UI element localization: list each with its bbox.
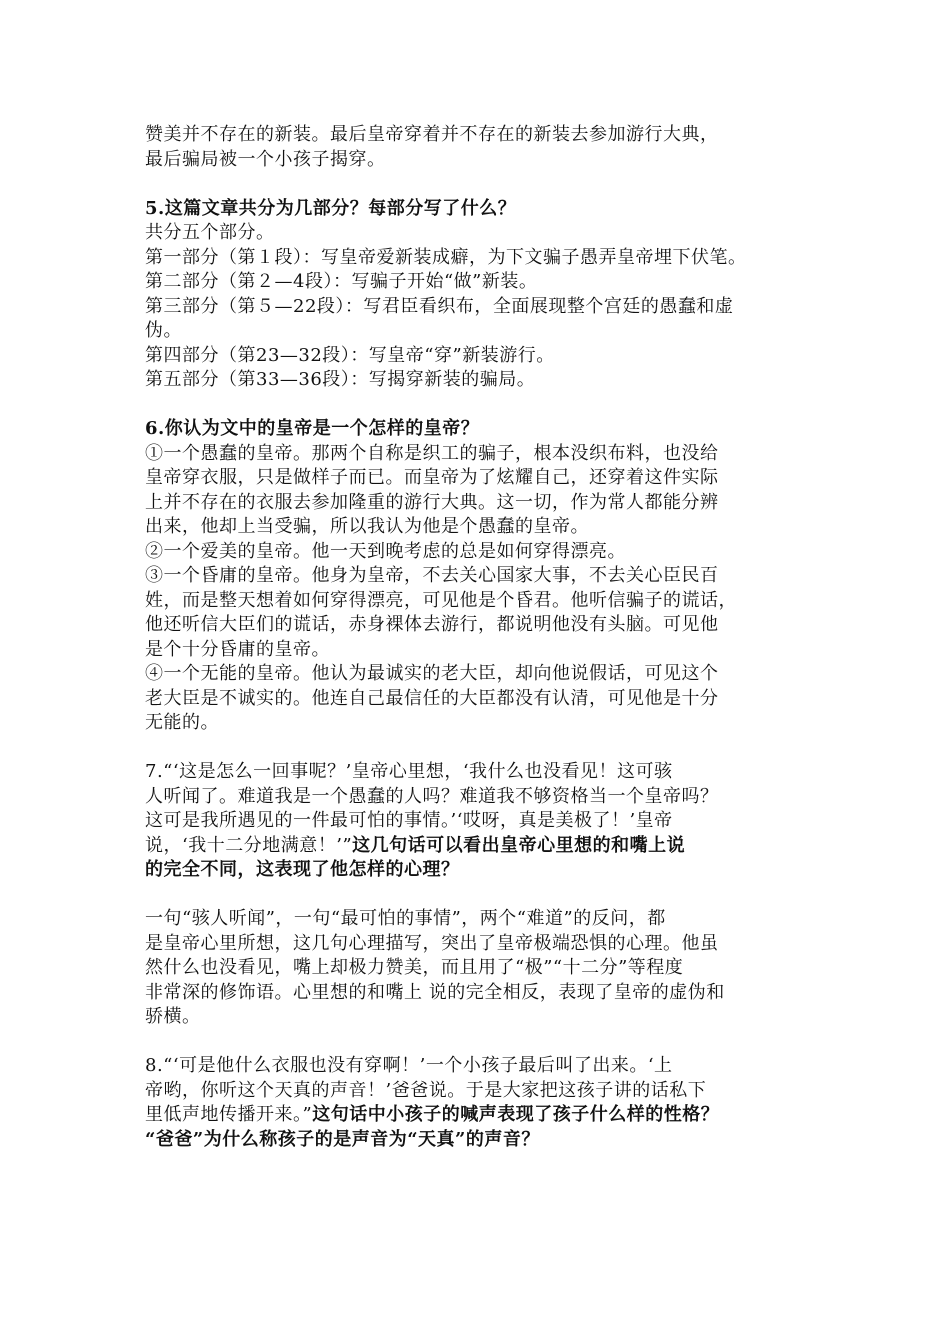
- answer-line: 上并不存在的衣服去参加隆重的游行大典。这一切，作为常人都能分辨: [145, 491, 719, 513]
- question-text: “爸爸”为什么称孩子的是声音为“天真”的声音？: [145, 1128, 540, 1150]
- quote-text: 8.“‘可是他什么衣服也没有穿啊！’一个小孩子最后叫了出来。‘上: [145, 1055, 673, 1076]
- answer-line: 骄横。: [145, 1006, 201, 1027]
- question-7-line: [145, 809, 835, 834]
- answer-line: 皇帝穿衣服，只是做样子而已。而皇帝为了炫耀自己，还穿着这件实际: [145, 467, 719, 488]
- quote-text: 7.“‘这是怎么一回事呢？’皇帝心里想，‘我什么也没看见！这可骇: [145, 761, 673, 782]
- question-8-block: [145, 1054, 835, 1152]
- question-6-title: 6.你认为文中的皇帝是一个怎样的皇帝？: [145, 418, 480, 439]
- question-8-line: [145, 1128, 835, 1153]
- answer-line: 老大臣是不诚实的。他连自己最信任的大臣都没有认清，可见他是十分: [145, 687, 719, 709]
- answer-line: 姓，而是整天想着如何穿得漂亮，可见他是个昏君。他听信骗子的谎话，: [145, 589, 737, 611]
- question-5-block: [145, 197, 835, 393]
- intro-paragraph: [145, 123, 835, 172]
- answer-line: 非常深的修饰语。心里想的和嘴上 说的完全相反，表现了皇帝的虚伪和: [145, 981, 725, 1003]
- question-7-line: [145, 858, 835, 883]
- answer-line: ③一个昏庸的皇帝。他身为皇帝，不去关心国家大事，不去关心臣民百: [145, 565, 719, 586]
- question-text: 的完全不同，这表现了他怎样的心理？: [145, 859, 460, 880]
- intro-line: 赞美并不存在的新装。最后皇帝穿着并不存在的新装去参加游行大典，: [145, 124, 719, 145]
- answer-line: ②一个爱美的皇帝。他一天到晚考虑的总是如何穿得漂亮。: [145, 540, 626, 562]
- question-text: 这句话中小孩子的喊声表现了孩子什么样的性格？: [312, 1104, 720, 1125]
- answer-line: 他还听信大臣们的谎话，赤身裸体去游行，都说明他没有头脑。可见他: [145, 614, 719, 635]
- answer-line: 第三部分（第５—22段）：写君臣看织布，全面展现整个宫廷的愚蠢和虚: [145, 295, 734, 317]
- answer-line: 伪。: [145, 320, 182, 341]
- question-8-line: [145, 1054, 835, 1079]
- question-6-block: [145, 417, 835, 736]
- question-7-line: [145, 785, 835, 810]
- question-text: 这几句话可以看出皇帝心里想的和嘴上说: [352, 834, 686, 856]
- quote-text: 说，‘我十二分地满意！’”: [145, 834, 353, 856]
- quote-text: 帝哟，你听这个天真的声音！’爸爸说。于是大家把这孩子讲的话私下: [145, 1079, 707, 1101]
- answer-line: 共分五个部分。: [145, 222, 275, 243]
- question-7-line: [145, 760, 835, 785]
- quote-text: 人听闻了。难道我是一个愚蠢的人吗？难道我不够资格当一个皇帝吗？: [145, 785, 719, 807]
- answer-line: 第四部分（第23—32段）：写皇帝“穿”新装游行。: [145, 344, 555, 366]
- question-7-line: [145, 834, 835, 859]
- answer-line: 无能的。: [145, 712, 219, 733]
- quote-text: 里低声地传播开来。”: [145, 1104, 313, 1125]
- answer-line: 是个十分昏庸的皇帝。: [145, 638, 330, 660]
- answer-line: 然什么也没看见，嘴上却极力赞美，而且用了“极”“十二分”等程度: [145, 957, 684, 978]
- document-body: [145, 123, 835, 1152]
- answer-line: 第五部分（第33—36段）：写揭穿新装的骗局。: [145, 369, 536, 390]
- intro-line: 最后骗局被一个小孩子揭穿。: [145, 148, 386, 170]
- answer-line: 是皇帝心里所想，这几句心理描写，突出了皇帝极端恐惧的心理。他虽: [145, 932, 719, 954]
- answer-line: 出来，他却上当受骗，所以我认为他是个愚蠢的皇帝。: [145, 516, 589, 537]
- answer-line: ①一个愚蠢的皇帝。那两个自称是织工的骗子，根本没织布料，也没给: [145, 442, 719, 464]
- answer-line: ④一个无能的皇帝。他认为最诚实的老大臣，却向他说假话，可见这个: [145, 663, 719, 684]
- question-5-title: 5.这篇文章共分为几部分？每部分写了什么？: [145, 197, 517, 219]
- answer-line: 第一部分（第１段）：写皇帝爱新装成癖，为下文骗子愚弄皇帝埋下伏笔。: [145, 246, 747, 268]
- answer-line: 一句“骇人听闻”，一句“最可怕的事情”，两个“难道”的反问，都: [145, 908, 666, 929]
- question-8-line: [145, 1079, 835, 1104]
- question-8-line: [145, 1103, 835, 1128]
- quote-text: 这可是我所遇见的一件最可怕的事情。’‘哎呀，真是美极了！’皇帝: [145, 810, 673, 831]
- answer-line: 第二部分（第２—4段）：写骗子开始“做”新装。: [145, 271, 538, 292]
- question-7-block: [145, 760, 835, 1030]
